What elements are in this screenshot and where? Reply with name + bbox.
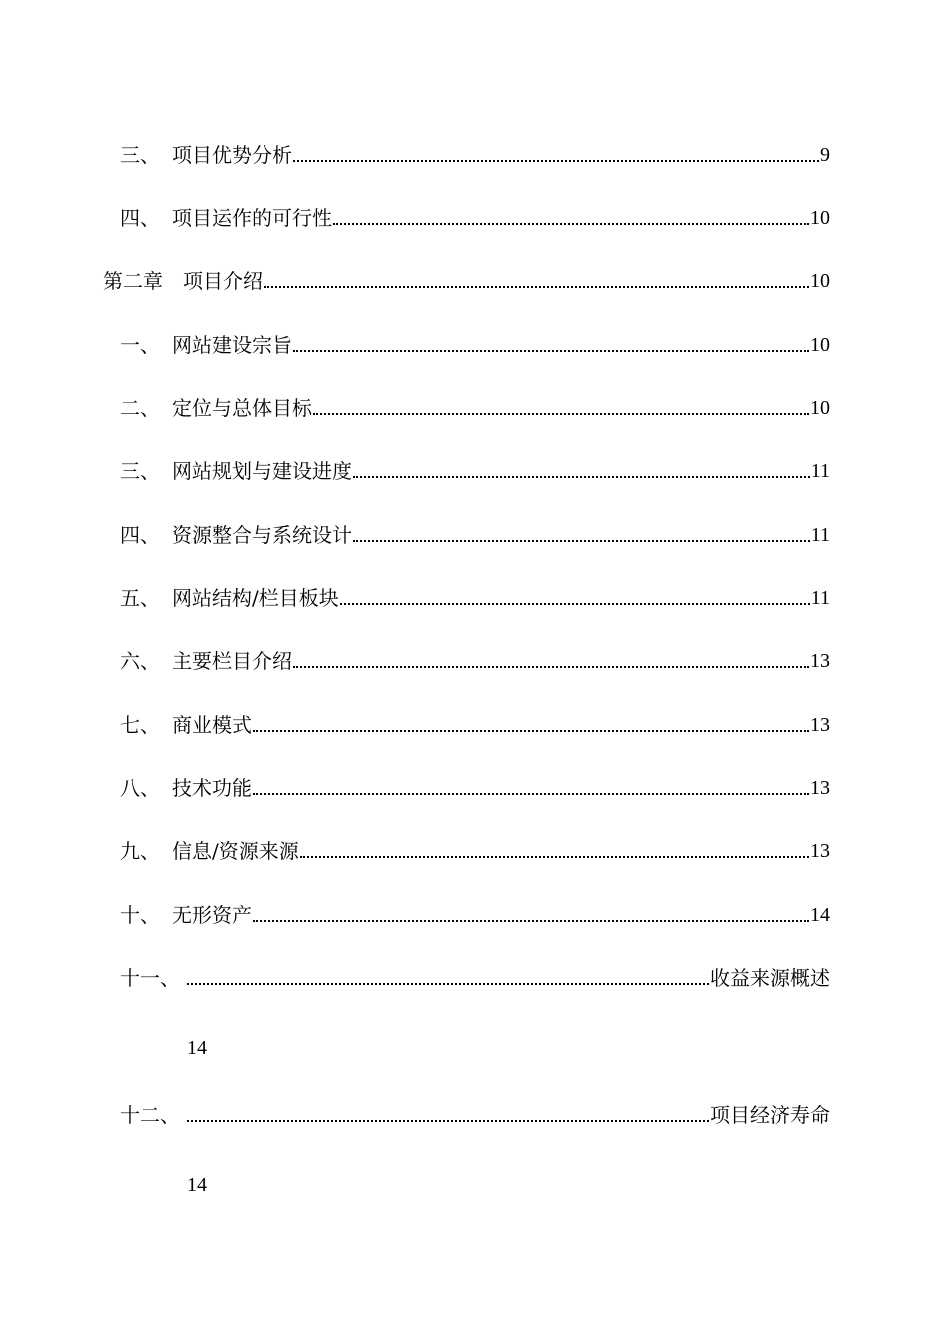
toc-leader-dots bbox=[300, 839, 809, 863]
toc-leader-dots bbox=[187, 966, 709, 990]
toc-entry[interactable] bbox=[120, 453, 830, 483]
toc-entry-page: 14 bbox=[187, 1174, 207, 1196]
toc-leader-dots bbox=[293, 143, 819, 167]
toc-leader-dots bbox=[340, 586, 810, 610]
toc-entry[interactable] bbox=[120, 137, 830, 167]
toc-leader-dots bbox=[313, 396, 809, 420]
toc-entry-number: 七、 bbox=[120, 713, 160, 737]
toc-entry[interactable] bbox=[120, 1097, 830, 1127]
toc-entry-page: 11 bbox=[810, 524, 830, 546]
toc-leader-dots bbox=[187, 1103, 709, 1127]
toc-entry[interactable] bbox=[120, 833, 830, 863]
toc-entry-title: 项目经济寿命 bbox=[710, 1103, 830, 1127]
toc-entry[interactable] bbox=[120, 580, 830, 610]
toc-entry[interactable] bbox=[120, 390, 830, 420]
toc-entry-number: 一、 bbox=[120, 333, 160, 357]
toc-entry-page: 10 bbox=[810, 207, 830, 229]
toc-entry-page: 13 bbox=[810, 840, 830, 862]
toc-leader-dots bbox=[353, 459, 810, 483]
toc-entry-page: 11 bbox=[810, 587, 830, 609]
toc-entry-title: 定位与总体目标 bbox=[172, 396, 312, 420]
toc-entry-number: 二、 bbox=[120, 396, 160, 420]
toc-entry-number: 八、 bbox=[120, 776, 160, 800]
toc-entry-number: 十一、 bbox=[120, 966, 180, 990]
toc-leader-dots bbox=[333, 206, 809, 230]
toc-entry-number: 五、 bbox=[120, 586, 160, 610]
toc-entry-title: 收益来源概述 bbox=[710, 966, 830, 990]
toc-entry-page: 13 bbox=[810, 714, 830, 736]
toc-leader-dots bbox=[293, 649, 809, 673]
toc-entry[interactable] bbox=[120, 960, 830, 990]
toc-entry-page: 14 bbox=[187, 1037, 207, 1059]
toc-entry-number: 十二、 bbox=[120, 1103, 180, 1127]
toc-entry-title: 项目运作的可行性 bbox=[172, 206, 332, 230]
toc-entry-page: 9 bbox=[820, 144, 830, 166]
toc-leader-dots bbox=[264, 269, 809, 293]
toc-entry-page: 11 bbox=[810, 460, 830, 482]
toc-entry[interactable] bbox=[120, 770, 830, 800]
toc-leader-dots bbox=[353, 523, 810, 547]
toc-entry-number: 六、 bbox=[120, 649, 160, 673]
toc-entry[interactable] bbox=[120, 200, 830, 230]
toc-entry-number: 四、 bbox=[120, 206, 160, 230]
toc-entry[interactable] bbox=[120, 517, 830, 547]
toc-leader-dots bbox=[293, 333, 809, 357]
toc-entry[interactable] bbox=[120, 707, 830, 737]
toc-entry-number: 九、 bbox=[120, 839, 160, 863]
toc-entry-page: 14 bbox=[810, 904, 830, 926]
toc-leader-dots bbox=[253, 903, 809, 927]
toc-entry-page: 13 bbox=[810, 777, 830, 799]
toc-chapter-entry[interactable] bbox=[103, 263, 830, 293]
toc-entry-title: 资源整合与系统设计 bbox=[172, 523, 352, 547]
toc-entry-number: 十、 bbox=[120, 903, 160, 927]
toc-entry[interactable] bbox=[120, 327, 830, 357]
toc-entry[interactable] bbox=[120, 643, 830, 673]
toc-entry-page: 13 bbox=[810, 650, 830, 672]
toc-entry-title: 项目优势分析 bbox=[172, 143, 292, 167]
toc-chapter-title: 项目介绍 bbox=[183, 269, 263, 293]
toc-entry-title: 技术功能 bbox=[172, 776, 252, 800]
toc-entry-title: 网站结构/栏目板块 bbox=[172, 586, 339, 610]
toc-chapter-number: 第二章 bbox=[103, 269, 163, 293]
toc-entry-page: 10 bbox=[810, 397, 830, 419]
toc-entry-page: 10 bbox=[810, 334, 830, 356]
toc-leader-dots bbox=[253, 713, 809, 737]
toc-entry-title: 无形资产 bbox=[172, 903, 252, 927]
toc-entry-title: 商业模式 bbox=[172, 713, 252, 737]
toc-entry-title: 网站规划与建设进度 bbox=[172, 459, 352, 483]
toc-entry-title: 网站建设宗旨 bbox=[172, 333, 292, 357]
toc-entry-number: 三、 bbox=[120, 459, 160, 483]
toc-entry[interactable] bbox=[120, 897, 830, 927]
toc-entry-number: 四、 bbox=[120, 523, 160, 547]
toc-entry-title: 主要栏目介绍 bbox=[172, 649, 292, 673]
toc-entry-page: 10 bbox=[810, 270, 830, 292]
toc-entry-number: 三、 bbox=[120, 143, 160, 167]
toc-leader-dots bbox=[253, 776, 809, 800]
toc-entry-title: 信息/资源来源 bbox=[172, 839, 299, 863]
